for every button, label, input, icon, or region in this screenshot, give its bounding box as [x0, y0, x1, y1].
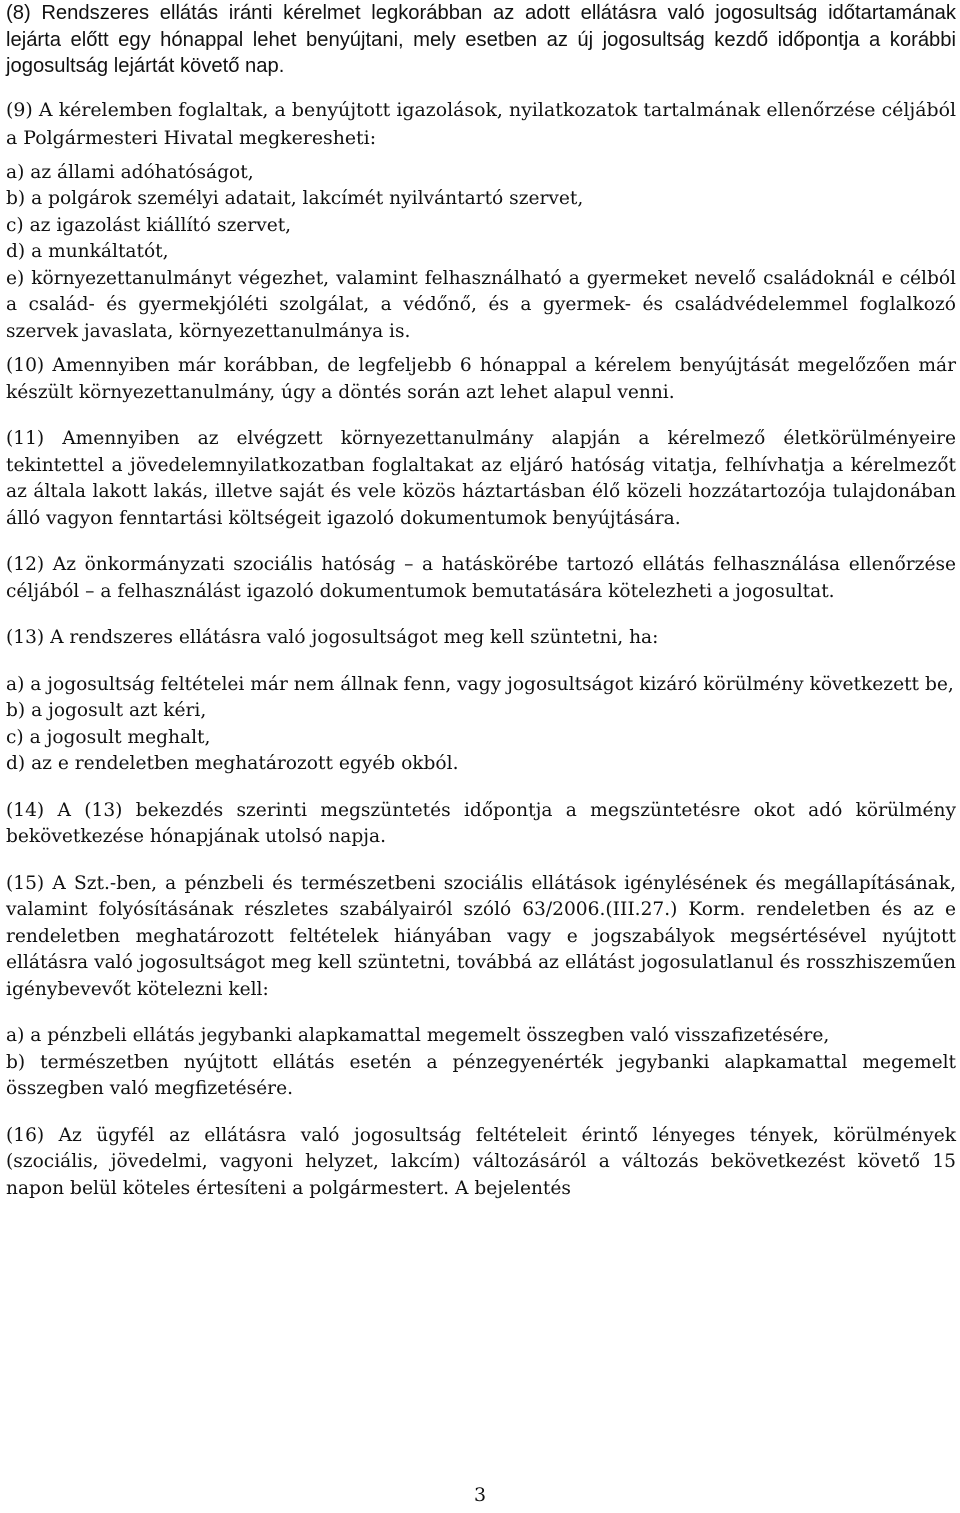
list-item: a) az állami adóhatóságot,	[6, 161, 254, 183]
paragraph-16: (16) Az ügyfél az ellátásra való jogosultság feltételeit érintő lényeges tények, körülmények (szociális, jövedelmi, vagyoni helyzet, lakcím) változásáról a változás bekövetkezést követő 15 napon belül köteles értesíteni a polgármestert. A bejelentés	[6, 1124, 956, 1199]
paragraph-13: (13) A rendszeres ellátásra való jogosultságot meg kell szüntetni, ha:	[6, 627, 659, 648]
paragraph-15-list	[6, 1023, 956, 1103]
list-item: b) a jogosult azt kéri,	[6, 700, 207, 721]
paragraph-9: (9) A kérelemben foglaltak, a benyújtott igazolások, nyilatkozatok tartalmának ellenőrzése céljából a Polgármesteri Hivatal megkeresheti:	[6, 98, 956, 149]
list-item: d) a munkáltatót,	[6, 241, 169, 262]
page-number: 3	[473, 1484, 487, 1506]
paragraph-10: (10) Amennyiben már korábban, de legfeljebb 6 hónappal a kérelem benyújtását megelőzően már készült környezettanulmány, úgy a döntés során azt lehet alapul venni.	[6, 355, 956, 403]
paragraph-13-list	[6, 672, 956, 778]
list-item: e) környezettanulmányt végezhet, valamint felhasználható a gyermeket nevelő családoknál e célból a család- és gyermekjóléti szolgálat, a védőnő, és a gyermek- és családvédelemmel foglalkozó szervek javaslata, környezettanulmánya is.	[6, 267, 956, 342]
document-page	[6, 0, 956, 1202]
list-item: d) az e rendeletben meghatározott egyéb okból.	[6, 753, 459, 774]
list-item: b) természetben nyújtott ellátás esetén a pénzegyenérték jegybanki alapkamattal megemelt összegben való megfizetésére.	[6, 1051, 956, 1099]
paragraph-11: (11) Amennyiben az elvégzett környezettanulmány alapján a kérelmező életkörülményeire tekintettel a jövedelemnyilatkozatban foglaltakat az eljáró hatóság vitatja, felhívhatja a kérelmezőt az általa lakott lakás, illetve saját és vele közös háztartásban élő közeli hozzátartozója tulajdonában álló vagyon fenntartási költségeit igazoló dokumentumok benyújtására.	[6, 428, 956, 529]
paragraph-9-list	[6, 160, 956, 346]
list-item: c) a jogosult meghalt,	[6, 726, 211, 748]
paragraph-14: (14) A (13) bekezdés szerinti megszüntetés időpontja a megszüntetésre okot adó körülmény bekövetkezése hónapjának utolsó napja.	[6, 799, 956, 847]
paragraph-8: (8) Rendszeres ellátás iránti kérelmet legkorábban az adott ellátásra való jogosultság időtartamának lejárta előtt egy hónappal lehet benyújtani, mely esetben az új jogosultság kezdő időpontja a korábbi jogosultság lejártát követő nap.	[6, 2, 956, 77]
list-item: a) a pénzbeli ellátás jegybanki alapkamattal megemelt összegben való visszafizetésére,	[6, 1025, 830, 1046]
paragraph-15: (15) A Szt.-ben, a pénzbeli és természetbeni szociális ellátások igénylésének és megállapításának, valamint folyósításának részletes szabályairól szóló 63/2006.(III.27.) Korm. rendeletben és az e rendeletben meghatározott feltételek hiányában vagy e jogszabályok megsértésével nyújtott ellátásra való jogosultságot meg kell szüntetni, továbbá az ellátást jogosulatlanul és rosszhiszeműen igénybevevőt kötelezni kell:	[6, 872, 956, 1000]
list-item: c) az igazolást kiállító szervet,	[6, 214, 292, 236]
list-item: a) a jogosultság feltételei már nem állnak fenn, vagy jogosultságot kizáró körülmény következett be,	[6, 673, 954, 695]
paragraph-12: (12) Az önkormányzati szociális hatóság – a hatáskörébe tartozó ellátás felhasználása ellenőrzése céljából – a felhasználást igazoló dokumentumok bemutatására kötelezheti a jogosultat.	[6, 554, 956, 602]
list-item: b) a polgárok személyi adatait, lakcímét nyilvántartó szervet,	[6, 188, 584, 209]
